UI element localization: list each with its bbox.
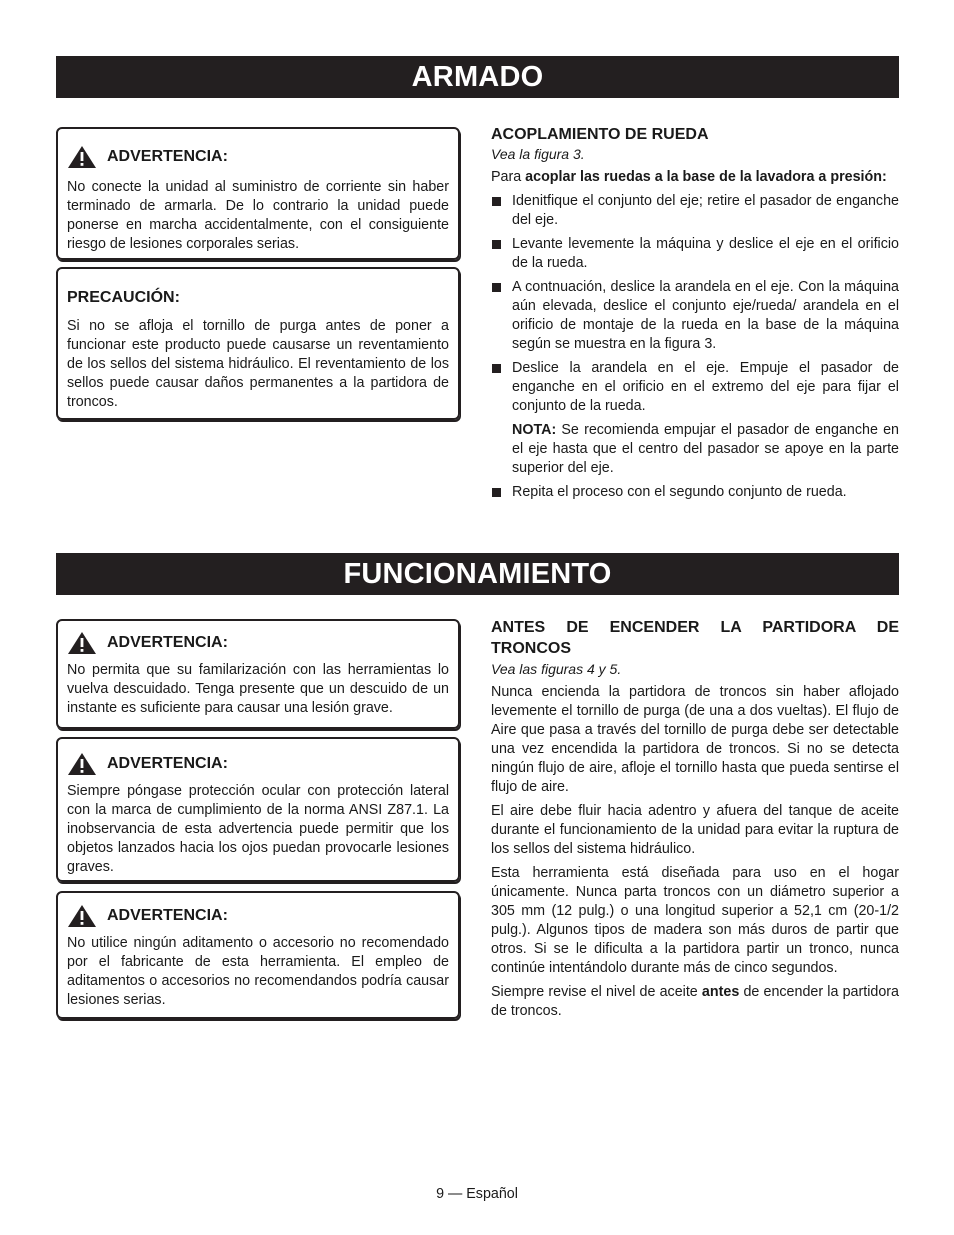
figure-reference: Vea las figuras 4 y 5.: [491, 661, 622, 677]
page-footer: 9 — Español: [436, 1186, 518, 1202]
list-item: Deslice la arandela en el eje. Empuje el pasador de enganche en el orificio en el extremo del eje para fijar el conjunto de la rueda.: [491, 359, 899, 416]
paragraph-oil-level: Siempre revise el nivel de aceite antes de encender la partidora de troncos.: [491, 984, 899, 1019]
warning-box-familiarity: [56, 619, 460, 729]
warning-text: No utilice ningún aditamento o accesorio no recomendado por el fabricante de esta herramienta. El empleo de aditamentos o accesorios no recomendandos podría causar lesiones serias.: [67, 935, 449, 1008]
warning-heading: ADVERTENCIA:: [107, 907, 228, 924]
warning-text: No conecte la unidad al suministro de corriente sin haber terminado de armarla. De lo contrario la unidad puede ponerse en marcha accidentalmente, con el consiguiente riesgo de lesiones corporales serias.: [67, 179, 449, 252]
paragraph-air-flow: El aire debe fluir hacia adentro y afuera del tanque de aceite durante el funcionamiento de la unidad para evitar la ruptura de los sellos del sistema hidráulico.: [491, 803, 899, 857]
funcionamiento-heading: FUNCIONAMIENTO: [56, 553, 899, 595]
warning-text: No permita que su familarización con las herramientas lo vuelva descuidado. Tenga presente que un descuido de un instante es suficiente para causar una lesión grave.: [67, 662, 449, 716]
paragraph-log-limits: Esta herramienta está diseñada para uso en el hogar únicamente. Nunca parta troncos con un diámetro superior a 305 mm (12 pulg.) o una longitud superior a 52,1 cm (20-1/2 pulg.). Algunos tipos de madera son más duros de partir que otros. Si se le dificulta a la partidora partir un tronco, nunca continúe intentándolo durante más de cinco segundos.: [491, 865, 899, 976]
warning-box-assembly: [56, 127, 460, 260]
list-item: Levante levemente la máquina y deslice el eje en el orificio de la rueda.: [491, 235, 899, 273]
list-item: Idenitfique el conjunto del eje; retire el pasador de enganche del eje.: [491, 192, 899, 230]
caution-text: Si no se afloja el tornillo de purga antes de poner a funcionar este producto puede causarse un reventamiento de los sellos del sistema hidráulico. El reventamiento de los sellos puede causar daños permanentes a la partidora de troncos.: [67, 318, 449, 410]
warning-header: [67, 904, 449, 928]
caution-box: [56, 267, 460, 420]
warning-triangle-icon: [67, 752, 97, 776]
steps-list-final: [491, 483, 899, 502]
warning-header: [67, 631, 449, 655]
warning-triangle-icon: [67, 631, 97, 655]
warning-heading: ADVERTENCIA:: [107, 148, 228, 165]
warning-heading: ADVERTENCIA:: [107, 634, 228, 651]
armado-heading: ARMADO: [56, 56, 899, 98]
section-title: ACOPLAMIENTO DE RUEDA: [491, 126, 709, 143]
figure-reference: Vea la figura 3.: [491, 146, 585, 162]
warning-box-eye-protection: [56, 737, 460, 882]
warning-heading: ADVERTENCIA:: [107, 755, 228, 772]
intro-paragraph: Para acoplar las ruedas a la base de la lavadora a presión:: [491, 169, 887, 185]
note-paragraph: NOTA: Se recomienda empujar el pasador de enganche en el eje hasta que el centro del pasador se apoye en la parte superior del eje.: [512, 422, 899, 476]
warning-box-accessories: [56, 891, 460, 1019]
paragraph-bleed-screw: Nunca encienda la partidora de troncos sin haber aflojado levemente el tornillo de purga (de una a dos vueltas). El flujo de Aire que pasa a través del tornillo de purga debe ser detectable una vez encendida la partidora de troncos. Si no se detecta ningún flujo de aire, afloje el tornillo hasta que pueda sentirse el flujo de aire.: [491, 684, 899, 795]
warning-triangle-icon: [67, 904, 97, 928]
warning-triangle-icon: [67, 145, 97, 169]
list-item: Repita el proceso con el segundo conjunto de rueda.: [491, 483, 899, 502]
warning-header: [67, 145, 449, 169]
before-starting-section: [491, 617, 899, 1021]
warning-header: [67, 752, 449, 776]
caution-heading: PRECAUCIÓN:: [67, 289, 180, 306]
section-title: ANTES DE ENCENDER LA PARTIDORA DE TRONCOS: [491, 619, 899, 657]
list-item: A contnuación, deslice la arandela en el eje. Con la máquina aún elevada, deslice el conjunto eje/rueda/ arandela en el orificio de montaje de la rueda en la base de la máquina según se muestra en la figura 3.: [491, 278, 899, 354]
warning-text: Siempre póngase protección ocular con protección lateral con la marca de cumplimiento de la norma ANSI Z87.1. La inobservancia de esta advertencia puede permitir que los objetos lanzados hacia los ojos puedan provocarle lesiones graves.: [67, 783, 449, 875]
steps-list: [491, 192, 899, 416]
wheel-attachment-section: [491, 124, 899, 502]
